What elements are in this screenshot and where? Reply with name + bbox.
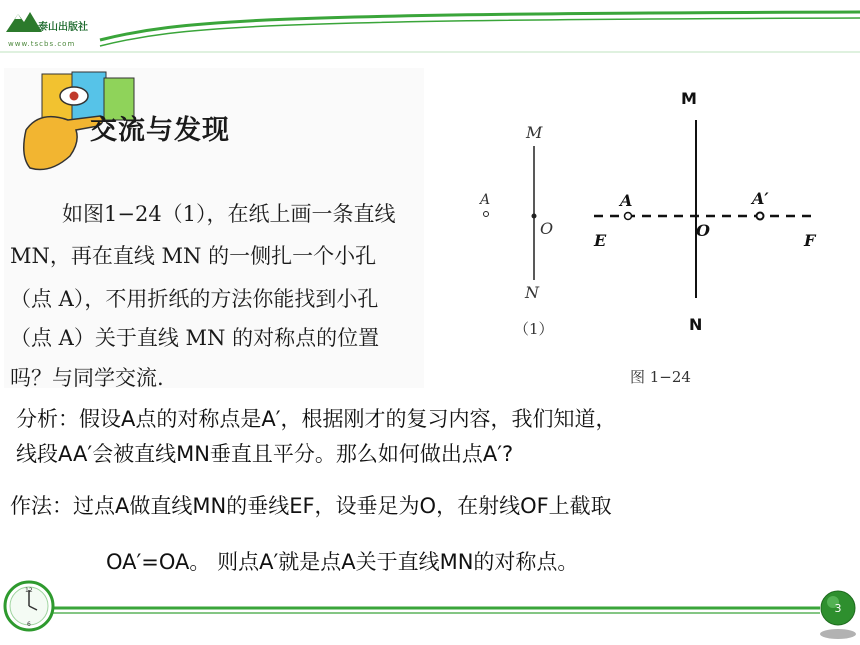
logo-text: 泰山出版社 — [38, 22, 88, 33]
small-label-a: A — [480, 192, 491, 208]
small-label-n: N — [525, 283, 539, 302]
label-a-prime: A′ — [752, 189, 769, 208]
figure-caption: 图 1−24 — [630, 368, 691, 386]
textbook-line: （点 A），不用折纸的方法你能找到小孔 — [10, 287, 379, 311]
textbook-line: （点 A）关于直线 MN 的对称点的位置 — [10, 326, 380, 350]
clock-icon — [5, 582, 53, 630]
page-number: 3 — [834, 602, 842, 615]
logo-url: www.tscbs.com — [8, 40, 76, 48]
textbook-line: MN，再在直线 MN 的一侧扎一个小孔 — [10, 244, 377, 268]
textbook-line: 如图1−24（1），在纸上画一条直线 — [62, 202, 396, 226]
label-m: M — [681, 89, 697, 108]
footer-decoration — [0, 572, 860, 645]
small-caption: （1） — [514, 320, 554, 338]
analysis-line-1: 分析：假设A点的对称点是A′，根据刚才的复习内容，我们知道， — [16, 407, 617, 431]
header-stripe — [0, 0, 860, 60]
analysis-line-2: 线段AA′会被直线MN垂直且平分。那么如何做出点A′? — [16, 442, 514, 466]
label-f: F — [804, 231, 816, 250]
point-a — [625, 213, 632, 220]
textbook-line: 吗？与同学交流. — [10, 366, 164, 390]
svg-text:6: 6 — [27, 621, 31, 628]
label-e: E — [594, 231, 607, 250]
method-line-2: OA′=OA。 则点A′就是点A关于直线MN的对称点。 — [106, 550, 579, 574]
small-label-o: O — [540, 219, 554, 238]
method-line-1: 作法：过点A做直线MN的垂线EF，设垂足为O，在射线OF上截取 — [10, 494, 612, 518]
section-title: 交流与发现 — [90, 115, 230, 146]
label-a: A — [620, 191, 633, 210]
small-label-m: M — [526, 123, 543, 142]
page-number-badge — [820, 591, 856, 639]
label-o: O — [696, 221, 710, 240]
small-point-a — [484, 212, 489, 217]
point-a-prime — [757, 213, 764, 220]
small-point-o — [532, 214, 537, 219]
geometry-figure — [470, 80, 850, 390]
svg-text:12: 12 — [25, 587, 33, 594]
label-n: N — [689, 315, 703, 334]
